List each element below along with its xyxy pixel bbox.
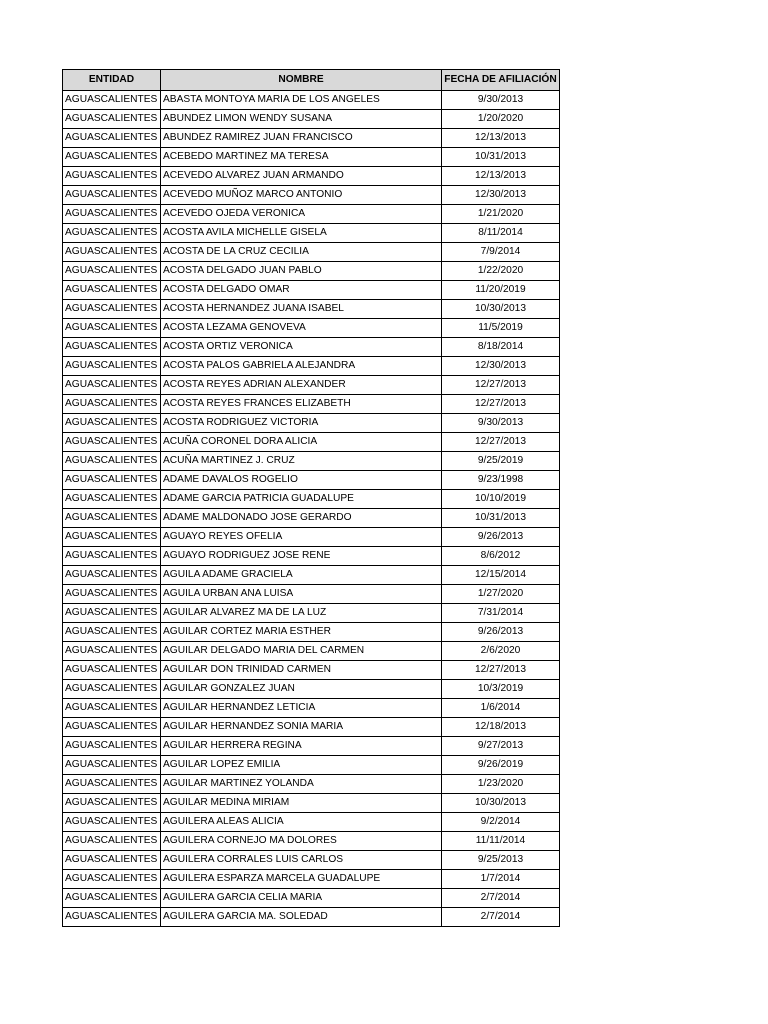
cell-fecha-afiliacion: 12/27/2013 (442, 376, 560, 395)
cell-entidad: AGUASCALIENTES (63, 129, 161, 148)
cell-entidad: AGUASCALIENTES (63, 490, 161, 509)
cell-fecha-afiliacion: 8/18/2014 (442, 338, 560, 357)
table-row (63, 775, 560, 794)
cell-fecha-afiliacion: 12/27/2013 (442, 661, 560, 680)
cell-entidad: AGUASCALIENTES (63, 775, 161, 794)
table-row (63, 490, 560, 509)
cell-entidad: AGUASCALIENTES (63, 148, 161, 167)
cell-nombre: ACEVEDO ALVAREZ JUAN ARMANDO (161, 167, 442, 186)
cell-entidad: AGUASCALIENTES (63, 680, 161, 699)
cell-entidad: AGUASCALIENTES (63, 452, 161, 471)
table-row (63, 585, 560, 604)
cell-entidad: AGUASCALIENTES (63, 243, 161, 262)
table-row (63, 376, 560, 395)
cell-fecha-afiliacion: 10/10/2019 (442, 490, 560, 509)
cell-fecha-afiliacion: 8/11/2014 (442, 224, 560, 243)
table-row (63, 547, 560, 566)
cell-fecha-afiliacion: 9/26/2013 (442, 623, 560, 642)
table-row (63, 91, 560, 110)
cell-nombre: ACOSTA DELGADO JUAN PABLO (161, 262, 442, 281)
cell-entidad: AGUASCALIENTES (63, 642, 161, 661)
cell-fecha-afiliacion: 1/6/2014 (442, 699, 560, 718)
table-body (63, 91, 560, 927)
cell-nombre: AGUILERA GARCIA CELIA MARIA (161, 889, 442, 908)
cell-entidad: AGUASCALIENTES (63, 91, 161, 110)
cell-nombre: AGUAYO RODRIGUEZ JOSE RENE (161, 547, 442, 566)
cell-fecha-afiliacion: 1/21/2020 (442, 205, 560, 224)
cell-fecha-afiliacion: 12/30/2013 (442, 357, 560, 376)
cell-fecha-afiliacion: 12/27/2013 (442, 433, 560, 452)
table-row (63, 262, 560, 281)
table-row (63, 281, 560, 300)
cell-entidad: AGUASCALIENTES (63, 433, 161, 452)
table-row (63, 908, 560, 927)
cell-fecha-afiliacion: 12/13/2013 (442, 129, 560, 148)
table-row (63, 205, 560, 224)
table-row (63, 167, 560, 186)
table-row (63, 509, 560, 528)
cell-nombre: AGUAYO REYES OFELIA (161, 528, 442, 547)
table-row (63, 642, 560, 661)
cell-entidad: AGUASCALIENTES (63, 585, 161, 604)
cell-nombre: ACOSTA REYES ADRIAN ALEXANDER (161, 376, 442, 395)
cell-nombre: ABUNDEZ RAMIREZ JUAN FRANCISCO (161, 129, 442, 148)
cell-nombre: AGUILAR DON TRINIDAD CARMEN (161, 661, 442, 680)
table-row (63, 832, 560, 851)
cell-entidad: AGUASCALIENTES (63, 262, 161, 281)
table-row (63, 148, 560, 167)
cell-fecha-afiliacion: 7/31/2014 (442, 604, 560, 623)
cell-nombre: AGUILAR HERRERA REGINA (161, 737, 442, 756)
table-row (63, 414, 560, 433)
cell-nombre: ACOSTA PALOS GABRIELA ALEJANDRA (161, 357, 442, 376)
table-row (63, 186, 560, 205)
cell-entidad: AGUASCALIENTES (63, 110, 161, 129)
table-row (63, 110, 560, 129)
cell-nombre: ACEVEDO MUÑOZ MARCO ANTONIO (161, 186, 442, 205)
table-row (63, 870, 560, 889)
cell-nombre: AGUILERA ALEAS ALICIA (161, 813, 442, 832)
cell-fecha-afiliacion: 9/26/2019 (442, 756, 560, 775)
cell-nombre: ACUÑA MARTINEZ J. CRUZ (161, 452, 442, 471)
cell-entidad: AGUASCALIENTES (63, 471, 161, 490)
table-row (63, 528, 560, 547)
cell-entidad: AGUASCALIENTES (63, 870, 161, 889)
table-row (63, 756, 560, 775)
cell-entidad: AGUASCALIENTES (63, 794, 161, 813)
table-row (63, 623, 560, 642)
table-row (63, 604, 560, 623)
table-row (63, 300, 560, 319)
cell-entidad: AGUASCALIENTES (63, 623, 161, 642)
cell-entidad: AGUASCALIENTES (63, 528, 161, 547)
cell-fecha-afiliacion: 12/18/2013 (442, 718, 560, 737)
cell-fecha-afiliacion: 1/22/2020 (442, 262, 560, 281)
table-row (63, 737, 560, 756)
cell-nombre: AGUILERA GARCIA MA. SOLEDAD (161, 908, 442, 927)
cell-nombre: ACOSTA HERNANDEZ JUANA ISABEL (161, 300, 442, 319)
cell-fecha-afiliacion: 10/30/2013 (442, 300, 560, 319)
cell-nombre: AGUILA URBAN ANA LUISA (161, 585, 442, 604)
cell-fecha-afiliacion: 9/25/2019 (442, 452, 560, 471)
table-row (63, 794, 560, 813)
cell-entidad: AGUASCALIENTES (63, 300, 161, 319)
table-row (63, 718, 560, 737)
cell-nombre: AGUILAR HERNANDEZ LETICIA (161, 699, 442, 718)
cell-nombre: ACOSTA ORTIZ VERONICA (161, 338, 442, 357)
cell-nombre: AGUILA ADAME GRACIELA (161, 566, 442, 585)
cell-entidad: AGUASCALIENTES (63, 281, 161, 300)
table-row (63, 566, 560, 585)
cell-nombre: ACOSTA DE LA CRUZ CECILIA (161, 243, 442, 262)
table-row (63, 452, 560, 471)
cell-nombre: AGUILAR MARTINEZ YOLANDA (161, 775, 442, 794)
header-entidad: ENTIDAD (63, 70, 161, 91)
cell-entidad: AGUASCALIENTES (63, 604, 161, 623)
cell-fecha-afiliacion: 9/25/2013 (442, 851, 560, 870)
cell-fecha-afiliacion: 9/27/2013 (442, 737, 560, 756)
cell-nombre: AGUILAR DELGADO MARIA DEL CARMEN (161, 642, 442, 661)
cell-entidad: AGUASCALIENTES (63, 832, 161, 851)
cell-fecha-afiliacion: 12/30/2013 (442, 186, 560, 205)
cell-nombre: AGUILERA CORRALES LUIS CARLOS (161, 851, 442, 870)
table-row (63, 661, 560, 680)
cell-entidad: AGUASCALIENTES (63, 376, 161, 395)
table-row (63, 357, 560, 376)
cell-fecha-afiliacion: 9/23/1998 (442, 471, 560, 490)
cell-nombre: ACUÑA CORONEL DORA ALICIA (161, 433, 442, 452)
cell-nombre: ABUNDEZ LIMON WENDY SUSANA (161, 110, 442, 129)
cell-nombre: ACOSTA DELGADO OMAR (161, 281, 442, 300)
cell-entidad: AGUASCALIENTES (63, 509, 161, 528)
cell-entidad: AGUASCALIENTES (63, 908, 161, 927)
cell-fecha-afiliacion: 9/2/2014 (442, 813, 560, 832)
table-row (63, 395, 560, 414)
cell-nombre: AGUILAR HERNANDEZ SONIA MARIA (161, 718, 442, 737)
cell-fecha-afiliacion: 1/20/2020 (442, 110, 560, 129)
cell-nombre: AGUILAR GONZALEZ JUAN (161, 680, 442, 699)
cell-fecha-afiliacion: 8/6/2012 (442, 547, 560, 566)
cell-fecha-afiliacion: 9/26/2013 (442, 528, 560, 547)
header-row (63, 70, 560, 91)
cell-entidad: AGUASCALIENTES (63, 167, 161, 186)
cell-fecha-afiliacion: 2/6/2020 (442, 642, 560, 661)
cell-fecha-afiliacion: 2/7/2014 (442, 908, 560, 927)
cell-fecha-afiliacion: 2/7/2014 (442, 889, 560, 908)
cell-entidad: AGUASCALIENTES (63, 661, 161, 680)
table-row (63, 851, 560, 870)
cell-fecha-afiliacion: 9/30/2013 (442, 414, 560, 433)
header-nombre: NOMBRE (161, 70, 442, 91)
cell-fecha-afiliacion: 11/5/2019 (442, 319, 560, 338)
table-row (63, 338, 560, 357)
cell-entidad: AGUASCALIENTES (63, 756, 161, 775)
cell-nombre: ACOSTA REYES FRANCES ELIZABETH (161, 395, 442, 414)
cell-entidad: AGUASCALIENTES (63, 813, 161, 832)
cell-fecha-afiliacion: 12/15/2014 (442, 566, 560, 585)
cell-nombre: ACOSTA RODRIGUEZ VICTORIA (161, 414, 442, 433)
cell-fecha-afiliacion: 10/31/2013 (442, 509, 560, 528)
table-row (63, 433, 560, 452)
table-row (63, 680, 560, 699)
cell-fecha-afiliacion: 1/23/2020 (442, 775, 560, 794)
cell-entidad: AGUASCALIENTES (63, 566, 161, 585)
cell-nombre: ACEBEDO MARTINEZ MA TERESA (161, 148, 442, 167)
cell-nombre: AGUILERA CORNEJO MA DOLORES (161, 832, 442, 851)
cell-entidad: AGUASCALIENTES (63, 547, 161, 566)
cell-entidad: AGUASCALIENTES (63, 319, 161, 338)
cell-entidad: AGUASCALIENTES (63, 699, 161, 718)
cell-nombre: ADAME GARCIA PATRICIA GUADALUPE (161, 490, 442, 509)
cell-entidad: AGUASCALIENTES (63, 851, 161, 870)
cell-entidad: AGUASCALIENTES (63, 737, 161, 756)
cell-entidad: AGUASCALIENTES (63, 889, 161, 908)
cell-nombre: AGUILAR MEDINA MIRIAM (161, 794, 442, 813)
cell-entidad: AGUASCALIENTES (63, 395, 161, 414)
cell-fecha-afiliacion: 10/3/2019 (442, 680, 560, 699)
cell-nombre: ADAME MALDONADO JOSE GERARDO (161, 509, 442, 528)
cell-entidad: AGUASCALIENTES (63, 718, 161, 737)
table-row (63, 471, 560, 490)
cell-nombre: ABASTA MONTOYA MARIA DE LOS ANGELES (161, 91, 442, 110)
cell-nombre: ACEVEDO OJEDA VERONICA (161, 205, 442, 224)
cell-fecha-afiliacion: 7/9/2014 (442, 243, 560, 262)
cell-fecha-afiliacion: 10/31/2013 (442, 148, 560, 167)
cell-nombre: AGUILAR LOPEZ EMILIA (161, 756, 442, 775)
table-row (63, 224, 560, 243)
table-row (63, 889, 560, 908)
cell-entidad: AGUASCALIENTES (63, 414, 161, 433)
cell-fecha-afiliacion: 1/7/2014 (442, 870, 560, 889)
cell-nombre: ACOSTA LEZAMA GENOVEVA (161, 319, 442, 338)
table-row (63, 319, 560, 338)
cell-nombre: ACOSTA AVILA MICHELLE GISELA (161, 224, 442, 243)
cell-fecha-afiliacion: 9/30/2013 (442, 91, 560, 110)
table-row (63, 813, 560, 832)
header-fecha-afiliacion: FECHA DE AFILIACIÓN (442, 70, 560, 91)
cell-nombre: AGUILERA ESPARZA MARCELA GUADALUPE (161, 870, 442, 889)
cell-entidad: AGUASCALIENTES (63, 224, 161, 243)
table-header (63, 70, 560, 91)
cell-fecha-afiliacion: 10/30/2013 (442, 794, 560, 813)
cell-nombre: AGUILAR ALVAREZ MA DE LA LUZ (161, 604, 442, 623)
affiliation-table (62, 69, 560, 927)
cell-nombre: AGUILAR CORTEZ MARIA ESTHER (161, 623, 442, 642)
cell-entidad: AGUASCALIENTES (63, 357, 161, 376)
table-row (63, 129, 560, 148)
cell-fecha-afiliacion: 1/27/2020 (442, 585, 560, 604)
table-row (63, 699, 560, 718)
cell-entidad: AGUASCALIENTES (63, 338, 161, 357)
table-row (63, 243, 560, 262)
cell-entidad: AGUASCALIENTES (63, 205, 161, 224)
cell-fecha-afiliacion: 12/13/2013 (442, 167, 560, 186)
cell-nombre: ADAME DAVALOS ROGELIO (161, 471, 442, 490)
cell-entidad: AGUASCALIENTES (63, 186, 161, 205)
cell-fecha-afiliacion: 11/20/2019 (442, 281, 560, 300)
cell-fecha-afiliacion: 11/11/2014 (442, 832, 560, 851)
cell-fecha-afiliacion: 12/27/2013 (442, 395, 560, 414)
